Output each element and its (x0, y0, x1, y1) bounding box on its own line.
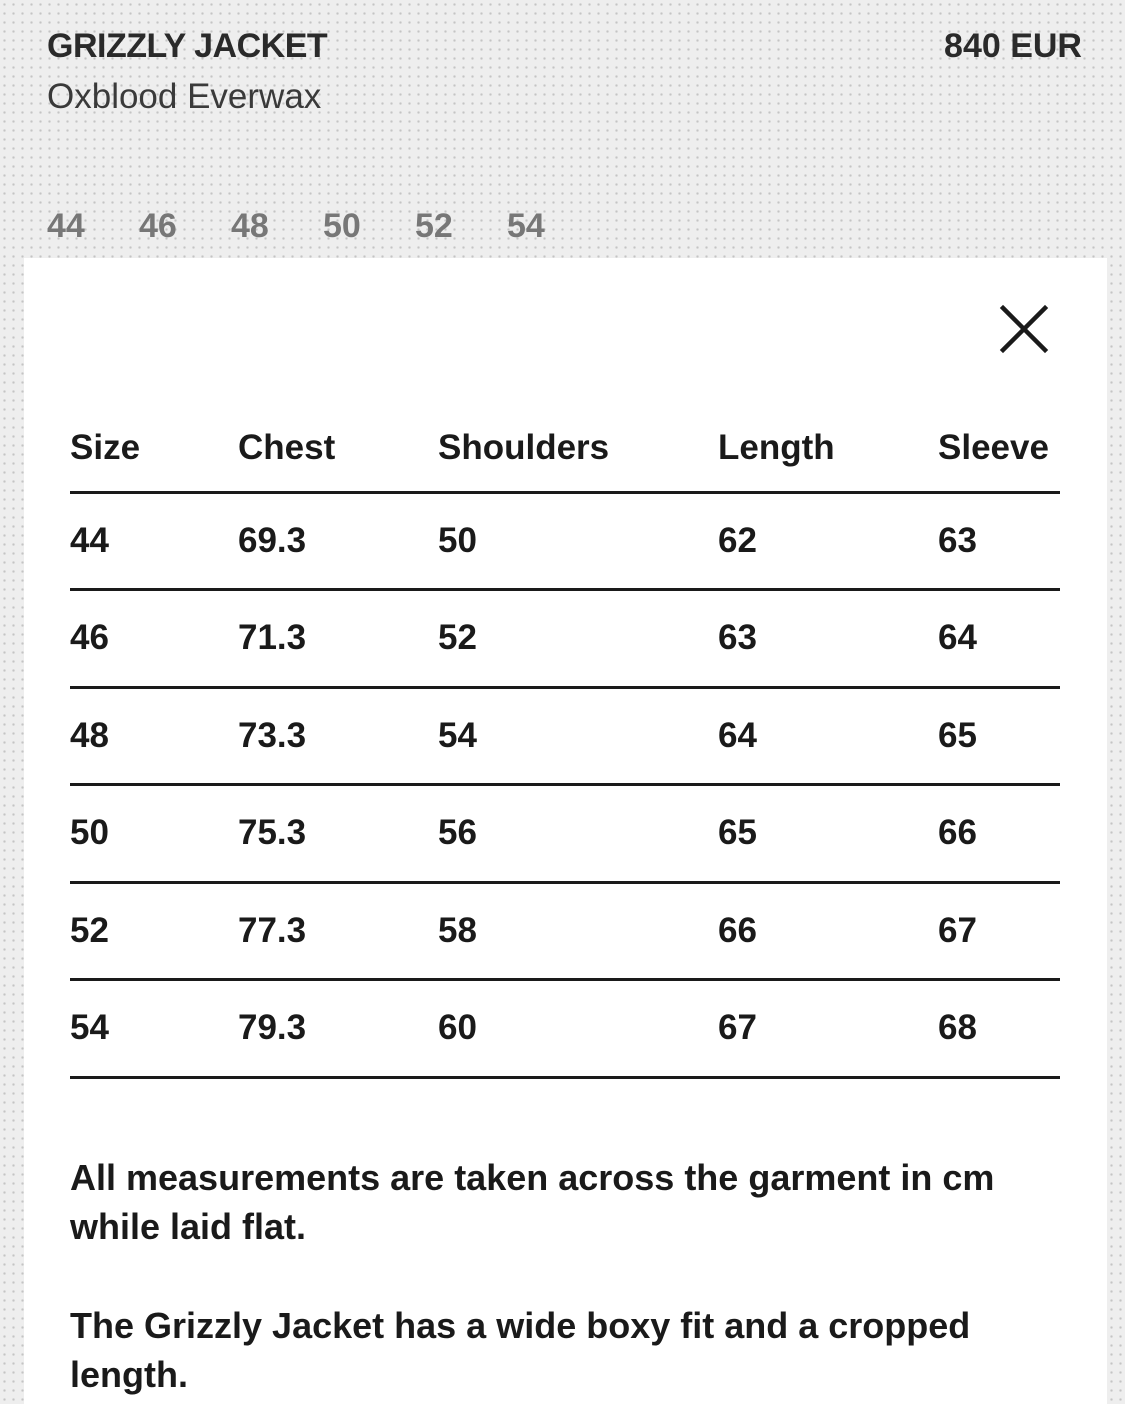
header-length: Length (718, 408, 938, 492)
cell-chest: 75.3 (238, 785, 438, 883)
product-title: GRIZZLY JACKET (47, 27, 328, 65)
size-guide-modal (24, 258, 1107, 1404)
cell-size: 46 (70, 590, 238, 688)
header-sleeve: Sleeve (938, 408, 1060, 492)
size-chart-table (70, 408, 1060, 1079)
header-shoulders: Shoulders (438, 408, 718, 492)
cell-sleeve: 68 (938, 980, 1060, 1078)
size-option-50[interactable]: 50 (323, 207, 361, 245)
product-price: 840 EUR (944, 27, 1082, 65)
cell-shoulders: 54 (438, 687, 718, 785)
cell-sleeve: 66 (938, 785, 1060, 883)
measurement-note: All measurements are taken across the garment in cm while laid flat. (70, 1157, 995, 1247)
cell-size: 52 (70, 882, 238, 980)
cell-chest: 73.3 (238, 687, 438, 785)
cell-sleeve: 65 (938, 687, 1060, 785)
table-header-row (70, 408, 1060, 492)
cell-length: 63 (718, 590, 938, 688)
cell-length: 65 (718, 785, 938, 883)
cell-sleeve: 64 (938, 590, 1060, 688)
cell-chest: 69.3 (238, 492, 438, 590)
cell-shoulders: 58 (438, 882, 718, 980)
cell-size: 50 (70, 785, 238, 883)
cell-size: 44 (70, 492, 238, 590)
cell-sleeve: 67 (938, 882, 1060, 980)
cell-chest: 77.3 (238, 882, 438, 980)
cell-length: 66 (718, 882, 938, 980)
cell-length: 62 (718, 492, 938, 590)
table-row (70, 980, 1060, 1078)
cell-shoulders: 50 (438, 492, 718, 590)
cell-chest: 71.3 (238, 590, 438, 688)
header-chest: Chest (238, 408, 438, 492)
table-row (70, 492, 1060, 590)
cell-shoulders: 60 (438, 980, 718, 1078)
table-row (70, 785, 1060, 883)
table-row (70, 590, 1060, 688)
header-size: Size (70, 408, 238, 492)
cell-size: 48 (70, 687, 238, 785)
size-selector (47, 207, 599, 246)
cell-shoulders: 52 (438, 590, 718, 688)
size-option-52[interactable]: 52 (415, 207, 453, 245)
cell-chest: 79.3 (238, 980, 438, 1078)
table-row (70, 882, 1060, 980)
cell-sleeve: 63 (938, 492, 1060, 590)
table-row (70, 687, 1060, 785)
close-button[interactable] (996, 301, 1052, 357)
product-variant: Oxblood Everwax (47, 77, 322, 116)
cell-shoulders: 56 (438, 785, 718, 883)
cell-size: 54 (70, 980, 238, 1078)
fit-note: The Grizzly Jacket has a wide boxy fit and a cropped length. (70, 1305, 971, 1395)
size-option-44[interactable]: 44 (47, 207, 85, 245)
cell-length: 67 (718, 980, 938, 1078)
cell-length: 64 (718, 687, 938, 785)
size-option-54[interactable]: 54 (507, 207, 545, 245)
close-icon (996, 301, 1052, 357)
size-option-48[interactable]: 48 (231, 207, 269, 245)
size-option-46[interactable]: 46 (139, 207, 177, 245)
